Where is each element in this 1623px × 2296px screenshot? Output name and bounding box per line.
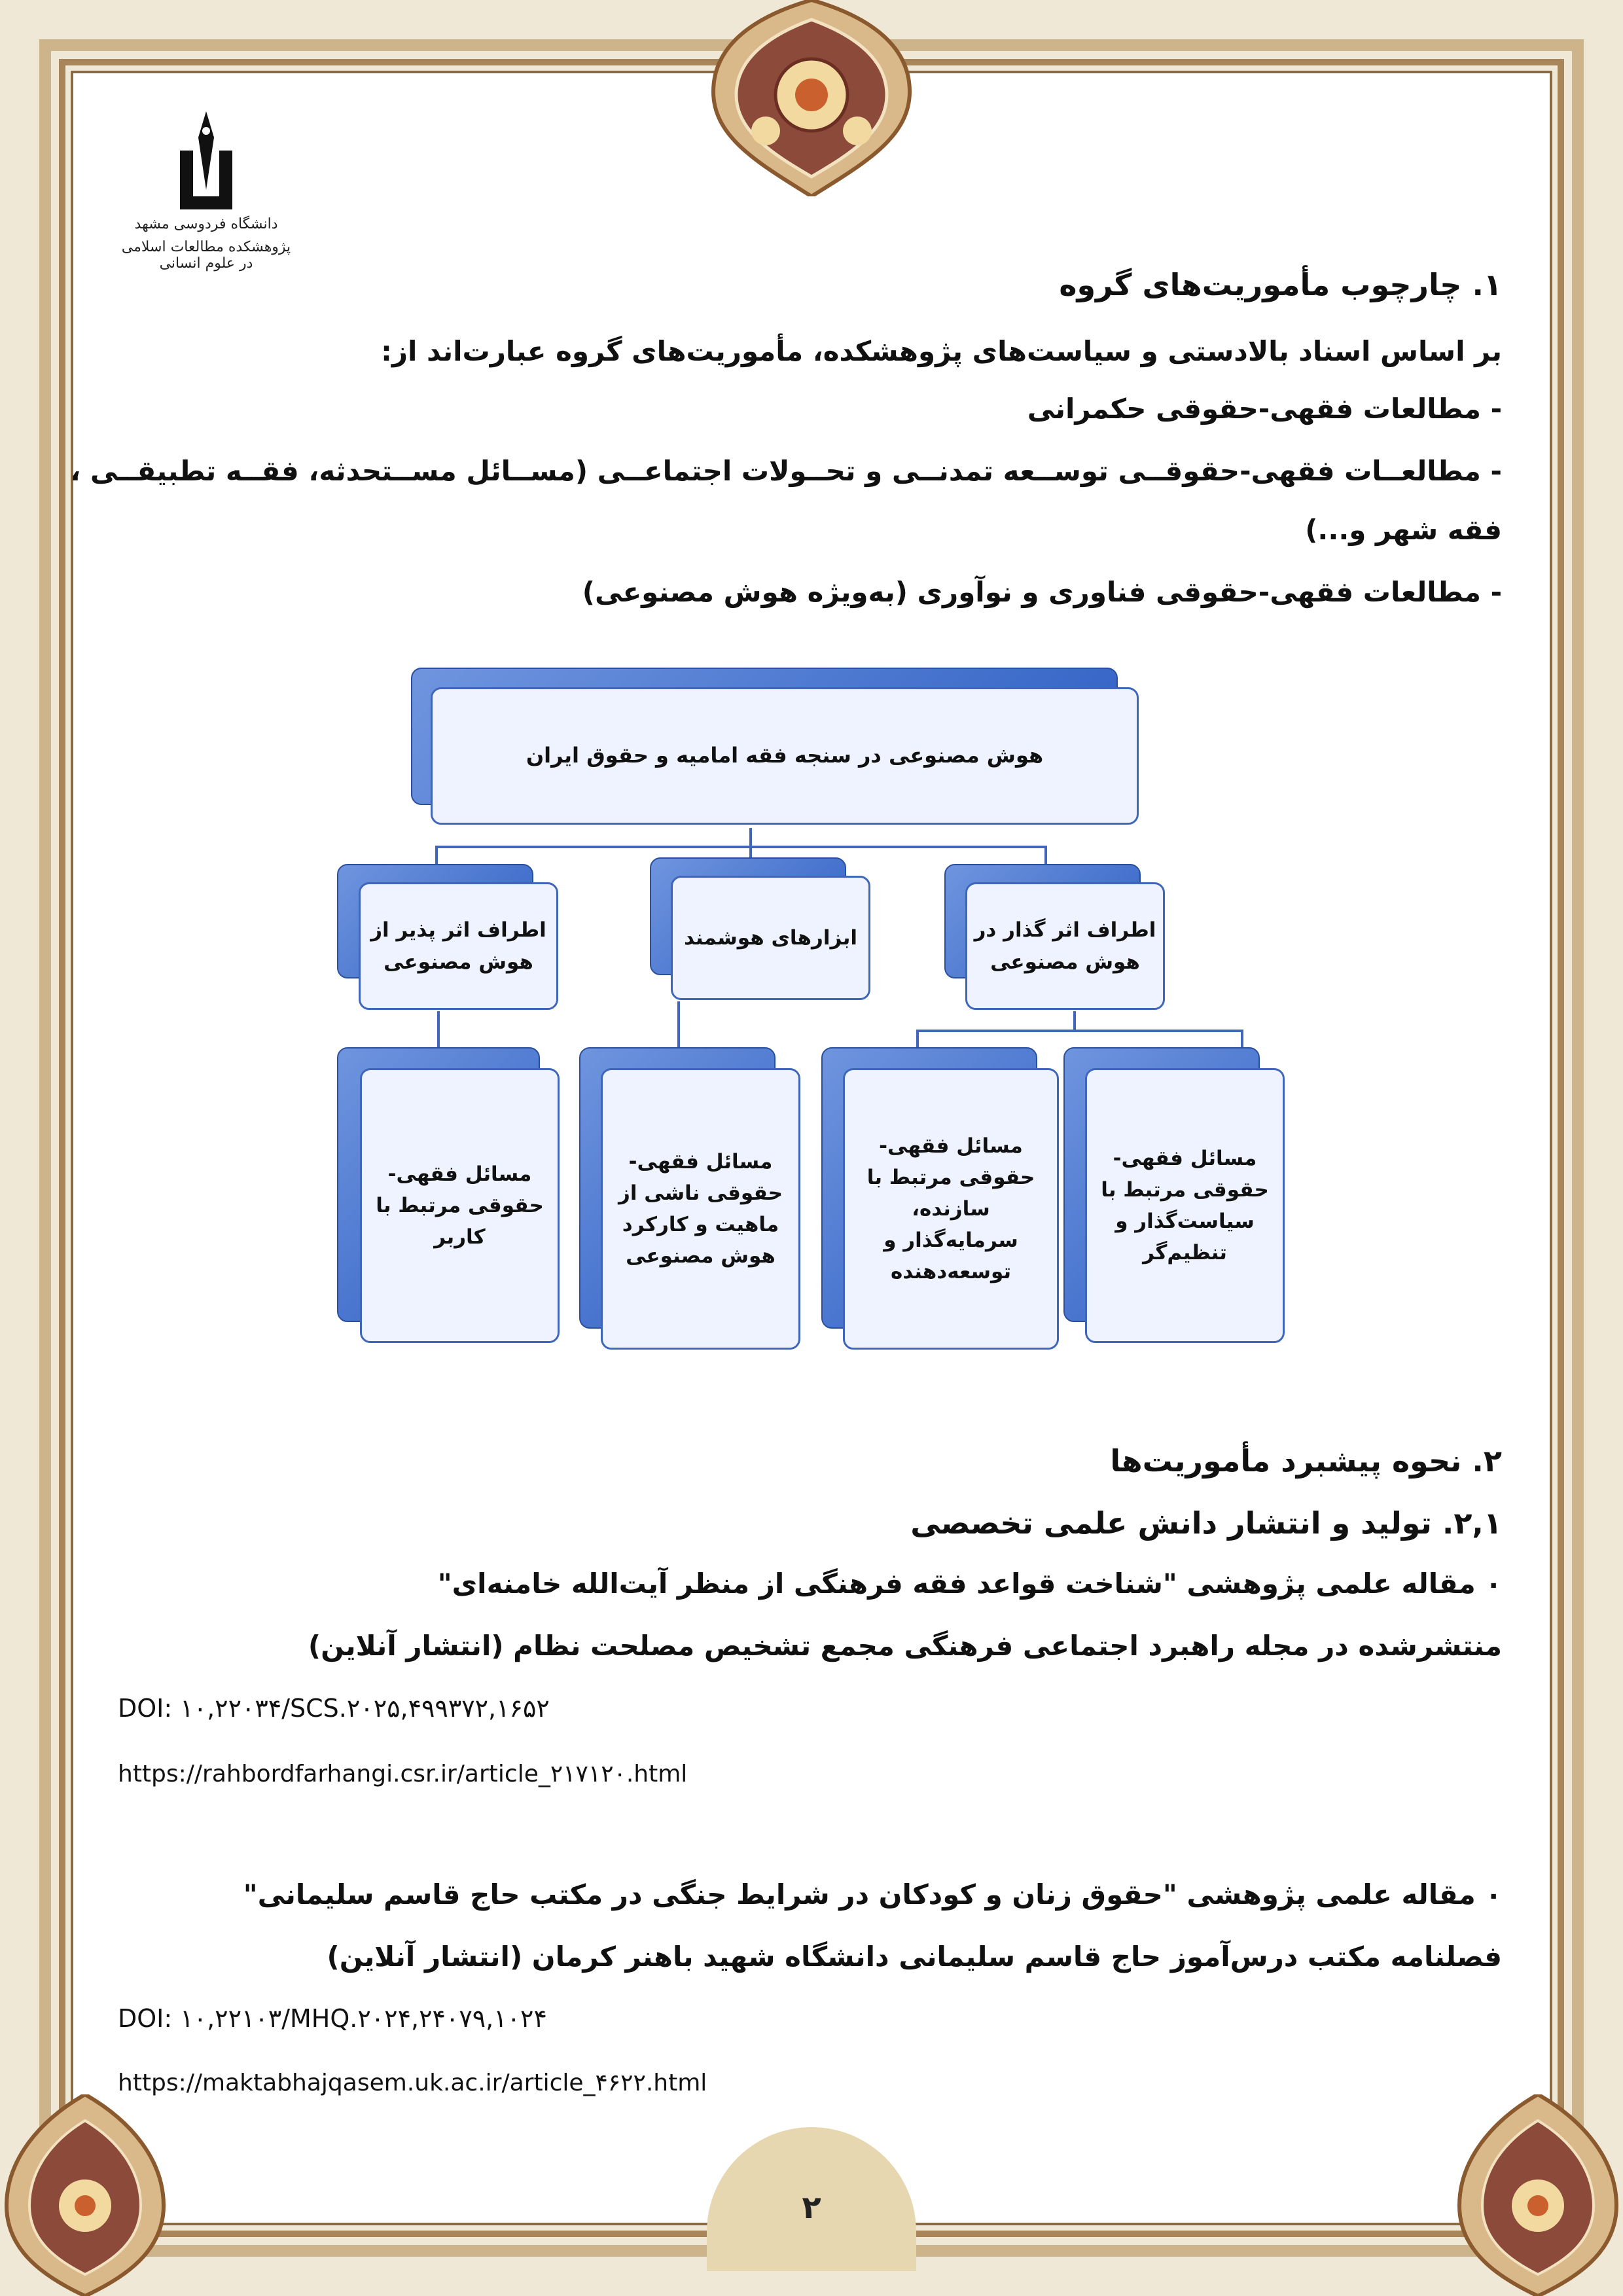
mission-item-2: - مطالعــات فقهی-حقوقــی توســعه تمدنــی و تحــولات اجتماعــی (مســائل مســتحدثه، فقــه تطبیقــی ، (70, 455, 1502, 487)
connector-root (749, 828, 752, 848)
diagram-smart-tools: ابزارهای هوشمند (671, 876, 870, 1000)
institute-logo (118, 111, 294, 272)
top-ornament-icon (694, 0, 929, 196)
section1-heading: ۱. چارچوب مأموریت‌های گروه (1059, 267, 1502, 302)
article2-doi: DOI: ۱۰,۲۲۱۰۳/MHQ.۲۰۲۴,۲۴۰۷۹,۱۰۲۴ (118, 2004, 547, 2033)
university-emblem-icon (167, 111, 245, 209)
diagram-leaf-developer: مسائل فقهی- حقوقی مرتبط با سازنده، سرمایه‌گذار و توسعه‌دهنده (843, 1068, 1059, 1350)
mission-item-2-cont: فقه شهر و...) (1305, 514, 1502, 546)
diagram-leaf-user: مسائل فقهی- حقوقی مرتبط با کاربر (360, 1068, 560, 1343)
section2-heading: ۲. نحوه پیشبرد مأموریت‌ها (1110, 1443, 1502, 1479)
section2-subheading: ۲,۱. تولید و انتشار دانش علمی تخصصی (910, 1505, 1502, 1541)
article1-doi: DOI: ۱۰,۲۲۰۳۴/SCS.۲۰۲۵,۴۹۹۳۷۲,۱۶۵۲ (118, 1694, 550, 1723)
article1-url[interactable]: https://rahbordfarhangi.csr.ir/article_۲۱۷۱۲۰.html (118, 1761, 688, 1787)
article2-title: ٠ مقاله علمی پژوهشی "حقوق زنان و کودکان در شرایط جنگی در مکتب حاج قاسم سلیمانی" (243, 1878, 1502, 1910)
logo-institute-name: پژوهشکده مطالعات اسلامی در علوم انسانی (121, 239, 291, 272)
article2-url[interactable]: https://maktabhajqasem.uk.ac.ir/article_۴۶۲۲.html (118, 2070, 707, 2096)
mission-item-1: - مطالعات فقهی-حقوقی حکمرانی (1027, 393, 1502, 425)
bottom-left-ornament-icon (0, 2094, 170, 2296)
diagram-leaf-regulator: مسائل فقهی- حقوقی مرتبط با سیاست‌گذار و تنظیم‌گر (1085, 1068, 1285, 1343)
logo-university-name: دانشگاه فردوسی مشهد (134, 216, 278, 232)
section1-intro: بر اساس اسناد بالادستی و سیاست‌های پژوهشکده، مأموریت‌های گروه عبارت‌اند از: (381, 335, 1502, 367)
mission-item-3: - مطالعات فقهی-حقوقی فناوری و نوآوری (به‌ویژه هوش مصنوعی) (582, 576, 1502, 608)
diagram-influencing-parties: اطراف اثر گذار در هوش مصنوعی (965, 882, 1165, 1010)
diagram-leaf-nature: مسائل فقهی- حقوقی ناشی از ماهیت و کارکرد هوش مصنوعی (601, 1068, 800, 1350)
diagram-root: هوش مصنوعی در سنجه فقه امامیه و حقوق ایران (431, 687, 1139, 825)
article2-venue: فصلنامه مکتب درس‌آموز حاج قاسم سلیمانی دانشگاه شهید باهنر کرمان (انتشار آنلاین) (327, 1941, 1502, 1973)
page-number: ۲ (802, 2189, 821, 2226)
connector-level2-bar (435, 846, 1047, 848)
article1-title: ٠ مقاله علمی پژوهشی "شناخت قواعد فقه فرهنگی از منظر آیت‌الله خامنه‌ای" (437, 1568, 1502, 1600)
article1-venue: منتشرشده در مجله راهبرد اجتماعی فرهنگی مجمع تشخیص مصلحت نظام (انتشار آنلاین) (308, 1630, 1502, 1662)
diagram-affected-parties: اطراف اثر پذیر از هوش مصنوعی (359, 882, 558, 1010)
bottom-right-ornament-icon (1453, 2094, 1623, 2296)
connector-right-bar (916, 1030, 1243, 1032)
connector-right-down (1073, 1011, 1076, 1031)
